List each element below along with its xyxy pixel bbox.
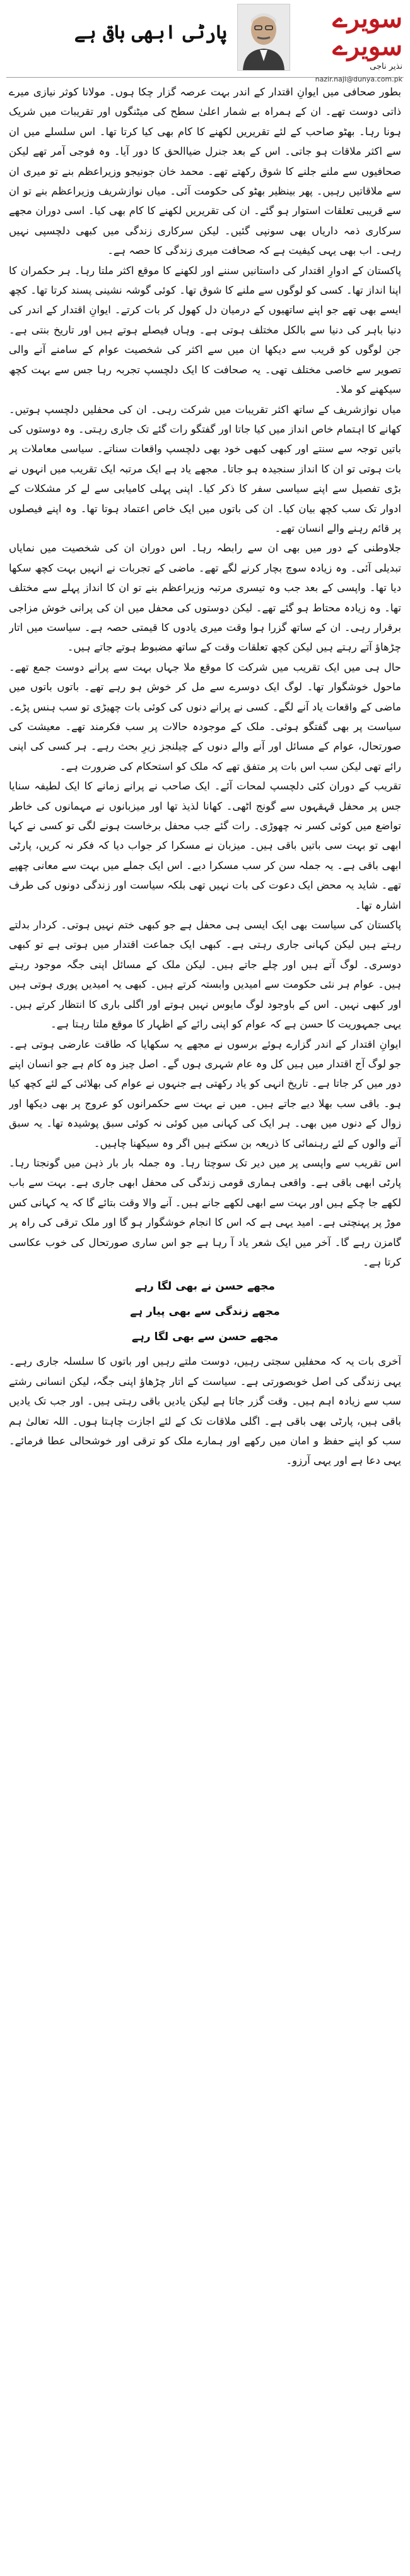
article-paragraph: حال ہی میں ایک تقریب میں شرکت کا موقع ملا جہاں بہت سے پرانے دوست جمع تھے۔ ماحول خوشگوار تھا۔ لوگ ایک دوسرے سے مل کر خوش ہو رہے تھے۔ باتوں باتوں میں ماضی کے واقعات یاد آنے لگے۔ کسی نے پرانے دنوں کی کوئی بات چھیڑی تو سب ہنس پڑے۔ سیاست پر بھی گفتگو ہوئی۔ ملک کے موجودہ حالات پر سب فکرمند تھے۔ معیشت کی صورتحال، عوام کے مسائل اور آنے والے دنوں کے چیلنجز زیرِ بحث رہے۔ ہر کسی کی اپنی رائے تھی لیکن سب اس بات پر متفق تھے کہ ملک کو استحکام کی ضرورت ہے۔	[9, 661, 401, 772]
column-brand	[295, 4, 402, 83]
article-paragraph: اس تقریب سے واپسی پر میں دیر تک سوچتا رہا۔ وہ جملہ بار بار ذہن میں گونجتا رہا۔ پارٹی ابھی باقی ہے۔ واقعی ہماری قومی زندگی کی محفل ابھی جاری ہے۔ بہت سے باب لکھے جا چکے ہیں اور بہت سے ابھی لکھے جانے ہیں۔ آنے والا وقت بتائے گا کہ یہ کہانی کس موڑ پر پہنچتی ہے۔ امید یہی ہے کہ اس کا انجام خوشگوار ہو گا اور ملک ترقی کی راہ پر گامزن رہے گا۔ آخر میں ایک شعر یاد آ رہا ہے جو اس ساری صورتحال کی خوب عکاسی کرتا ہے۔	[9, 1156, 401, 1268]
column-body	[9, 82, 401, 2567]
poem-verse-line: مجھے حسن نے بھی لگا رہے	[135, 1280, 275, 1293]
article-paragraph: تقریب کے دوران کئی دلچسپ لمحات آئے۔ ایک صاحب نے پرانے زمانے کا ایک لطیفہ سنایا جس پر محفل قہقہوں سے گونج اٹھی۔ کھانا لذیذ تھا اور میزبانوں نے مہمانوں کی خاطر تواضع میں کوئی کسر نہ چھوڑی۔ رات گئے جب محفل برخاست ہونے لگی تو کسی نے کہا ابھی تو بہت سی باتیں باقی ہیں۔ میزبان نے مسکرا کر جواب دیا کہ فکر نہ کریں، پارٹی ابھی باقی ہے۔ یہ جملہ سن کر سب مسکرا دیے۔ اس ایک جملے میں بہت سے معانی چھپے تھے۔ شاید یہ محض ایک دعوت کی بات نہیں تھی بلکہ سیاست اور زندگی دونوں کی طرف اشارہ تھا۔	[9, 780, 401, 911]
columnist-email: nazir.naji@dunya.com.pk	[315, 75, 402, 83]
column-masthead	[0, 0, 410, 83]
article-paragraph: میاں نوازشریف کے ساتھ اکثر تقریبات میں شرکت رہی۔ ان کی محفلیں دلچسپ ہوتیں۔ کھانے کا اہتمام خاص انداز میں کیا جاتا اور گفتگو رات گئے تک جاری رہتی۔ وہ دوستوں کی باتیں توجہ سے سنتے اور کبھی کبھی خود بھی دلچسپ واقعات سناتے۔ سیاسی معاملات پر بات ہوتی تو ان کا انداز سنجیدہ ہو جاتا۔ مجھے یاد ہے ایک مرتبہ ایک تقریب میں انہوں نے بڑی تفصیل سے اپنے سیاسی سفر کا ذکر کیا۔ اپنی پہلی کامیابی سے لے کر مشکلات کے ادوار تک سب کچھ بیان کیا۔ ان کی باتوں میں ایک خاص اعتماد ہوتا تھا۔ وہ اپنے فیصلوں پر قائم رہنے والے انسان تھے۔	[9, 403, 401, 534]
article-paragraph: جلاوطنی کے دور میں بھی ان سے رابطہ رہا۔ اس دوران ان کی شخصیت میں نمایاں تبدیلی آئی۔ وہ زیادہ سوچ بچار کرنے لگے تھے۔ ماضی کے تجربات نے انہیں بہت کچھ سکھا دیا تھا۔ واپسی کے بعد جب وہ تیسری مرتبہ وزیراعظم بنے تو ان کا انداز پہلے سے مختلف تھا۔ وہ زیادہ محتاط ہو گئے تھے۔ لیکن دوستوں کی محفل میں ان کی پرانی خوش مزاجی برقرار رہی۔ ان کے ساتھ گزرا ہوا وقت میری یادوں کا قیمتی حصہ ہے۔ سیاست میں اتار چڑھاؤ آتے رہتے ہیں لیکن کچھ تعلقات وقت کے ساتھ مضبوط ہوتے جاتے ہیں۔	[9, 542, 401, 654]
article-paragraph: بطور صحافی میں ایوانِ اقتدار کے اندر بہت عرصہ گزار چکا ہوں۔ مولانا کوثر نیازی میرے ذاتی دوست تھے۔ ان کے ہمراہ بے شمار اعلیٰ سطح کی میٹنگوں اور تقریبات میں شریک ہونا رہا۔ بھٹو صاحب کے لئے تقریریں لکھنے کا کام بھی کیا کرتا تھا۔ اس سلسلے میں ان سے اکثر ملاقات ہو جاتی۔ اس کے بعد جنرل ضیاالحق کا دور آیا۔ وہ فوجی آمر تھے لیکن صحافیوں سے ملنے جلنے کا شوق رکھتے تھے۔ محمد خان جونیجو وزیراعظم بنے تو میری ان سے ملاقاتیں رہیں۔ پھر بینظیر بھٹو کی حکومت آئی۔ میاں نوازشریف وزیراعظم بنے تو ان سے قریبی تعلقات استوار ہو گئے۔ ان کی تقریریں لکھنے کا کام بھی کیا۔ اسی دوران مجھے سرکاری ذمہ داریاں بھی سونپی گئیں۔ لیکن سرکاری زندگی میں کبھی دلچسپی نہیں رہی۔ اب بھی یہی کیفیت ہے کہ صحافت میری زندگی کا حصہ ہے۔	[9, 86, 401, 257]
masthead-divider	[6, 77, 404, 78]
column-brand-title: سویرے سویرے	[332, 4, 402, 61]
poem-verse-line: مجھے زندگی سے بھی پیار ہے	[130, 1305, 280, 1319]
article-closing-paragraph: آخری بات یہ کہ محفلیں سجتی رہیں، دوست ملتے رہیں اور باتوں کا سلسلہ جاری رہے۔ یہی زندگی کی اصل خوبصورتی ہے۔ سیاست کے اتار چڑھاؤ اپنی جگہ، لیکن انسانی رشتے سب سے زیادہ اہم ہیں۔ وقت گزر جاتا ہے لیکن یادیں باقی رہتی ہیں۔ اور جب تک یادیں باقی ہیں، پارٹی بھی باقی ہے۔ اگلی ملاقات تک کے لئے اجازت چاہتا ہوں۔ اللہ تعالیٰ ہم سب کو اپنے حفظ و امان میں رکھے اور ہمارے ملک کو ترقی اور خوشحالی عطا فرمائے۔ یہی دعا ہے اور یہی آرزو۔	[9, 1355, 401, 1467]
column-headline: پارٹی ابھی باقی ہے	[74, 21, 227, 44]
article-paragraph: ایوانِ اقتدار کے اندر گزارے ہوئے برسوں نے مجھے یہ سکھایا کہ طاقت عارضی ہوتی ہے۔ جو لوگ آج اقتدار میں ہیں کل وہ عام شہری ہوں گے۔ اصل چیز وہ کام ہے جو انسان اپنے دور میں کر جاتا ہے۔ تاریخ انہی کو یاد رکھتی ہے جنہوں نے عوام کی بھلائی کے لئے کچھ کیا ہو۔ باقی سب بھلا دیے جاتے ہیں۔ میں نے بہت سے حکمرانوں کو عروج پر بھی دیکھا اور زوال کے دنوں میں بھی۔ ہر ایک کی کہانی میں کوئی نہ کوئی سبق پوشیدہ تھا۔ یہ سبق آنے والوں کے لئے رہنمائی کا ذریعہ بن سکتے ہیں اگر وہ سیکھنا چاہیں۔	[9, 1038, 401, 1149]
article-paragraph: پاکستان کے ادوارِ اقتدار کی داستانیں سننے اور لکھنے کا موقع اکثر ملتا رہا۔ ہر حکمران کا اپنا انداز تھا۔ کسی کو لوگوں سے ملنے کا شوق تھا۔ کوئی گوشہ نشینی پسند کرتا تھا۔ کچھ ایسے بھی تھے جو اپنے ساتھیوں کے درمیان دل کھول کر بات کرتے۔ ایوانِ اقتدار کے اندر کی دنیا باہر کی دنیا سے بالکل مختلف ہوتی ہے۔ وہاں فیصلے ہوتے ہیں اور تاریخ بنتی ہے۔ جن لوگوں کو قریب سے دیکھا ان میں سے اکثر کی شخصیت عوام کے سامنے آنے والی تصویر سے خاصی مختلف تھی۔ یہ صحافت کا ایک دلچسپ تجربہ رہا جس سے بہت کچھ سیکھنے کو ملا۔	[9, 264, 401, 396]
columnist-portrait-icon	[237, 4, 290, 71]
article-paragraph: پاکستان کی سیاست بھی ایک ایسی ہی محفل ہے جو کبھی ختم نہیں ہوتی۔ کردار بدلتے رہتے ہیں لیکن کہانی جاری رہتی ہے۔ کبھی ایک جماعت اقتدار میں ہوتی ہے تو کبھی دوسری۔ لوگ آتے ہیں اور چلے جاتے ہیں۔ لیکن ملک کے مسائل اپنی جگہ موجود رہتے ہیں۔ عوام ہر نئی حکومت سے امیدیں وابستہ کرتے ہیں۔ کبھی یہ امیدیں پوری ہوتی ہیں اور کبھی نہیں۔ اس کے باوجود لوگ مایوس نہیں ہوتے اور اگلی باری کا انتظار کرتے ہیں۔ یہی جمہوریت کا حسن ہے کہ عوام کو اپنی رائے کے اظہار کا موقع ملتا رہتا ہے۔	[9, 919, 401, 1031]
poem-verse-line: مجھے حسن سے بھی لگا رہے	[131, 1331, 279, 1344]
portrait-illustration	[238, 4, 290, 70]
columnist-name: نذیر ناجی	[370, 62, 402, 71]
